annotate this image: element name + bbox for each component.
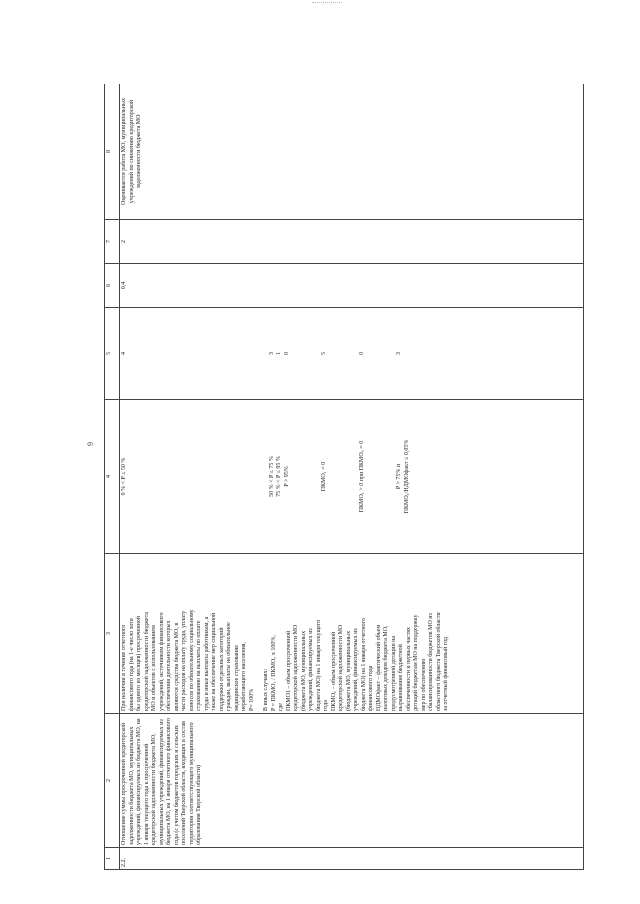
score-item: 5 xyxy=(321,352,327,355)
scores-cell xyxy=(120,308,584,400)
header-cell-8: 8 xyxy=(105,84,120,220)
formula-line: дотаций бюджетам МО на поддержку xyxy=(413,614,419,711)
formula-line: за отчетный финансовый год xyxy=(443,637,449,711)
score-spacer xyxy=(291,310,321,397)
formula-line: бы одного из месяцев) просроченной xyxy=(136,616,142,711)
col7-cell: 2 xyxy=(120,220,584,264)
criteria-item: ПКМО₁ > 0 при ПКМО₀ = 0 xyxy=(358,440,365,513)
formula-line: также на обеспечение мер социальной xyxy=(211,612,217,711)
score-item: 0 xyxy=(283,352,290,355)
formula-line: финансового года xyxy=(368,665,374,711)
formula-line: поддержки отдельных категорий xyxy=(218,627,225,711)
formula-line: являются средства бюджета МО, в xyxy=(173,622,180,711)
score-spacer xyxy=(329,310,359,397)
formula-line: P= 100% xyxy=(248,688,255,711)
formula-line: предусмотренной дотации на xyxy=(390,635,397,711)
formula-line: кредиторской задолженности бюджета xyxy=(143,612,150,711)
header-cell-1: 1 xyxy=(105,848,120,870)
score-spacer xyxy=(129,310,269,397)
rotated-table-wrapper xyxy=(104,84,584,870)
criteria-table xyxy=(104,84,584,870)
formula-line: части расходов на оплату труда, уплату xyxy=(181,610,187,711)
formula-line: областного бюджета Тверской области xyxy=(435,612,442,711)
formula-line: где xyxy=(278,703,284,711)
formula-line: P = ПКМО₁ / ПКМО₀ x 100%, xyxy=(270,635,277,711)
header-cell-7: 7 xyxy=(105,220,120,264)
top-mark xyxy=(312,2,342,5)
criteria-cell xyxy=(120,400,584,554)
criteria-item: ПКМО₁ = 0 xyxy=(321,461,327,492)
criteria-item: P > 75% и xyxy=(396,463,402,490)
row-number: 2.2. xyxy=(120,848,584,870)
page-number: 9 xyxy=(86,442,95,446)
formula-line: обеспеченности и первых частях xyxy=(405,626,412,711)
formula-line: учреждений, финансируемых из xyxy=(353,628,359,711)
header-cell-5: 5 xyxy=(105,308,120,400)
formula-line: обеспечения деятельности которых xyxy=(166,620,172,711)
criteria-item: 75 % < P ≤ 95 % xyxy=(276,456,282,497)
formula-line: труда и иные выплаты работникам, а xyxy=(203,616,210,711)
formula-line: При наличии в течение отчетного xyxy=(121,624,127,711)
table-row xyxy=(120,84,584,870)
header-cell-2: 2 xyxy=(105,714,120,848)
formula-line: граждан, выплаты на обязательное xyxy=(226,622,232,711)
score-spacer xyxy=(366,310,396,397)
weight-cell: 0,4 xyxy=(120,264,584,308)
formula-line: (бюджета МО, муниципальных xyxy=(345,630,352,711)
formula-gap xyxy=(256,556,263,711)
formula-line: взносов по обязательному социальному xyxy=(188,609,195,711)
score-item: 4 xyxy=(121,352,127,355)
score-item: 1 xyxy=(276,352,282,355)
score-item: 0 xyxy=(358,352,365,355)
criteria-spacer xyxy=(366,402,396,551)
formula-line: (бюджета МО, муниципальных xyxy=(300,630,307,711)
formula-line: кредиторской задолженности МО xyxy=(293,624,299,711)
criteria-item: P > 95% xyxy=(283,466,290,487)
table-frame xyxy=(104,84,584,870)
formula-line: учреждений, источником финансового xyxy=(158,612,165,711)
formula-line: выравнивание бюджетной xyxy=(398,644,404,711)
formula-line: страхованию на выплаты по оплате xyxy=(196,620,202,711)
formula-line: бюджета МО) на 1 января отчетного xyxy=(360,618,367,711)
header-cell-3: 3 xyxy=(105,554,120,714)
formula-cell xyxy=(120,554,584,714)
formula-line: В иных случаях: xyxy=(263,668,269,711)
criteria-item: ПКМО₁/НДМОфакт ≤ 0,05% xyxy=(403,439,410,514)
formula-line: финансового года (на 1-е число хотя xyxy=(128,618,135,711)
note-cell: Оценивается работа МО, муниципальных учреждений по снижению кредиторской задолженности бюджета МО xyxy=(120,84,584,220)
header-row xyxy=(105,84,120,870)
formula-line: года xyxy=(323,700,329,711)
formula-line: МО и объектов с использованием xyxy=(151,625,157,711)
score-item: 3 xyxy=(396,352,402,355)
formula-line: сбалансированности бюджетов МО из xyxy=(428,613,434,711)
formula-line: НДМОфакт – фактический объем xyxy=(375,624,382,711)
criteria-spacer xyxy=(329,402,359,551)
criteria-spacer xyxy=(129,402,269,551)
header-cell-6: 6 xyxy=(105,264,120,308)
formula-line: мер по обеспечению xyxy=(420,658,427,711)
formula-line: учреждений, финансируемых из xyxy=(308,628,314,711)
formula-line: ПКМО1 – объем просроченной xyxy=(285,630,292,711)
score-item: 3 xyxy=(268,352,275,355)
formula-line: ПКМО₀ – объем просроченной xyxy=(330,631,337,711)
indicator-text: Отношение суммы просроченной кредиторской задолженности бюджета МО, муниципальных учреждений, финансируемых из бюджета МО, на 1 января текущего года к просроченной кредиторской задолженности бюджета МО, муниципальных учреждений, финансируемых из бюджета МО, на 1 января отчетного финансового года (с учетом бюджетов городских и сельских поселений Тверской области, входящих в состав территории соответствующего муниципального образования Тверской области) xyxy=(120,714,584,848)
criteria-spacer xyxy=(291,402,321,551)
header-cell-4: 4 xyxy=(105,400,120,554)
formula-line: бюджета МО) на 1 января текущего xyxy=(315,619,322,711)
formula-line: неработающего населения, xyxy=(241,641,247,711)
formula-line: медицинское страхование xyxy=(233,644,240,711)
criteria-item: 0 % < P ≤ 50 % xyxy=(121,457,127,496)
formula-line: налоговых доходов бюджета МО, xyxy=(383,625,389,711)
formula-line: кредиторской задолженности МО xyxy=(338,624,344,711)
criteria-item: 50 % < P ≤ 75 % xyxy=(268,456,275,497)
